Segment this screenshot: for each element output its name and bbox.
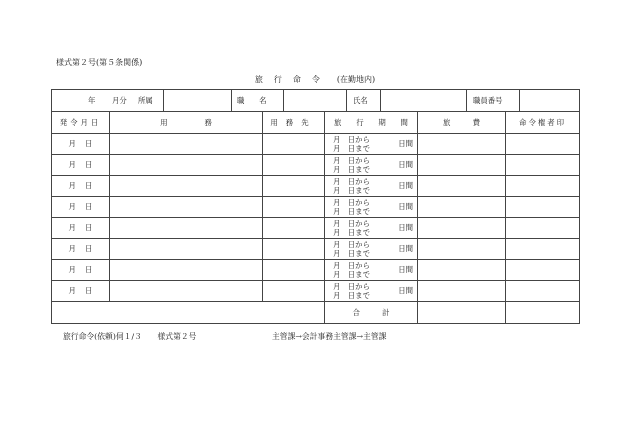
table-row bbox=[52, 176, 580, 197]
divider bbox=[346, 90, 347, 111]
header-row bbox=[52, 112, 580, 134]
period-cell: 月 日から 月 日まで 日間 bbox=[325, 176, 418, 197]
divider bbox=[519, 90, 520, 111]
expense-cell[interactable] bbox=[418, 239, 506, 260]
order-date-cell: 月 日 bbox=[52, 239, 110, 260]
order-date-cell: 月 日 bbox=[52, 155, 110, 176]
total-seal-cell bbox=[506, 302, 580, 324]
divider bbox=[380, 90, 381, 111]
divider bbox=[163, 90, 164, 111]
total-row bbox=[52, 302, 580, 324]
staff-number-label: 職員番号 bbox=[473, 96, 503, 105]
order-date-cell: 月 日 bbox=[52, 176, 110, 197]
form-number: 様式第２号(第５条関係) bbox=[56, 58, 143, 67]
seal-cell[interactable] bbox=[506, 197, 580, 218]
destination-cell[interactable] bbox=[263, 176, 325, 197]
divider bbox=[231, 90, 232, 111]
table-row bbox=[52, 197, 580, 218]
destination-cell[interactable] bbox=[263, 281, 325, 302]
order-date-cell: 月 日 bbox=[52, 218, 110, 239]
period-cell: 月 日から 月 日まで 日間 bbox=[325, 197, 418, 218]
seal-cell[interactable] bbox=[506, 218, 580, 239]
divider bbox=[283, 90, 284, 111]
table-row bbox=[52, 260, 580, 281]
title-sub: (在勤地内) bbox=[336, 75, 376, 84]
business-cell[interactable] bbox=[110, 197, 263, 218]
name-label: 氏名 bbox=[353, 96, 368, 105]
table-row bbox=[52, 155, 580, 176]
expense-cell[interactable] bbox=[418, 218, 506, 239]
header-order-date: 発令月日 bbox=[52, 112, 110, 134]
total-blank-cell bbox=[52, 302, 325, 324]
expense-cell[interactable] bbox=[418, 197, 506, 218]
business-cell[interactable] bbox=[110, 155, 263, 176]
seal-cell[interactable] bbox=[506, 155, 580, 176]
travel-order-table bbox=[51, 89, 580, 324]
expense-cell[interactable] bbox=[418, 281, 506, 302]
month-label: 月分 bbox=[112, 96, 127, 105]
table-row bbox=[52, 218, 580, 239]
business-cell[interactable] bbox=[110, 176, 263, 197]
period-cell: 月 日から 月 日まで 日間 bbox=[325, 239, 418, 260]
expense-cell[interactable] bbox=[418, 155, 506, 176]
position-label: 職 名 bbox=[237, 96, 267, 105]
period-cell: 月 日から 月 日まで 日間 bbox=[325, 260, 418, 281]
info-cell bbox=[52, 90, 580, 112]
business-cell[interactable] bbox=[110, 218, 263, 239]
business-cell[interactable] bbox=[110, 134, 263, 155]
order-date-cell: 月 日 bbox=[52, 281, 110, 302]
seal-cell[interactable] bbox=[506, 176, 580, 197]
period-cell: 月 日から 月 日まで 日間 bbox=[325, 281, 418, 302]
seal-cell[interactable] bbox=[506, 281, 580, 302]
order-date-cell: 月 日 bbox=[52, 134, 110, 155]
title-main: 旅行命令 bbox=[254, 75, 331, 84]
period-cell: 月 日から 月 日まで 日間 bbox=[325, 155, 418, 176]
destination-cell[interactable] bbox=[263, 155, 325, 176]
expense-cell[interactable] bbox=[418, 176, 506, 197]
footer-form-reference: 旅行命令(依頼)伺１/３ 様式第２号 bbox=[63, 332, 197, 341]
destination-cell[interactable] bbox=[263, 134, 325, 155]
footer-routing: 主管課→会計事務主管課→主管課 bbox=[272, 332, 387, 341]
destination-cell[interactable] bbox=[263, 260, 325, 281]
business-cell[interactable] bbox=[110, 281, 263, 302]
info-row bbox=[52, 90, 580, 112]
table-row bbox=[52, 239, 580, 260]
divider bbox=[466, 90, 467, 111]
total-label: 合 計 bbox=[325, 302, 418, 324]
period-cell: 月 日から 月 日まで 日間 bbox=[325, 218, 418, 239]
period-cell: 月 日から 月 日まで 日間 bbox=[325, 134, 418, 155]
header-business: 用 務 bbox=[110, 112, 263, 134]
seal-cell[interactable] bbox=[506, 239, 580, 260]
document-title bbox=[0, 76, 630, 84]
year-label: 年 bbox=[88, 96, 96, 105]
seal-cell[interactable] bbox=[506, 134, 580, 155]
destination-cell[interactable] bbox=[263, 197, 325, 218]
table-row bbox=[52, 281, 580, 302]
expense-cell[interactable] bbox=[418, 260, 506, 281]
business-cell[interactable] bbox=[110, 239, 263, 260]
header-authorizer-seal: 命令権者印 bbox=[506, 112, 580, 134]
business-cell[interactable] bbox=[110, 260, 263, 281]
expense-cell[interactable] bbox=[418, 134, 506, 155]
header-period: 旅 行 期 間 bbox=[325, 112, 418, 134]
total-expense-cell[interactable] bbox=[418, 302, 506, 324]
destination-cell[interactable] bbox=[263, 218, 325, 239]
table-row bbox=[52, 134, 580, 155]
affiliation-label: 所属 bbox=[138, 96, 153, 105]
header-expense: 旅 費 bbox=[418, 112, 506, 134]
order-date-cell: 月 日 bbox=[52, 260, 110, 281]
seal-cell[interactable] bbox=[506, 260, 580, 281]
order-date-cell: 月 日 bbox=[52, 197, 110, 218]
header-destination: 用務先 bbox=[263, 112, 325, 134]
destination-cell[interactable] bbox=[263, 239, 325, 260]
